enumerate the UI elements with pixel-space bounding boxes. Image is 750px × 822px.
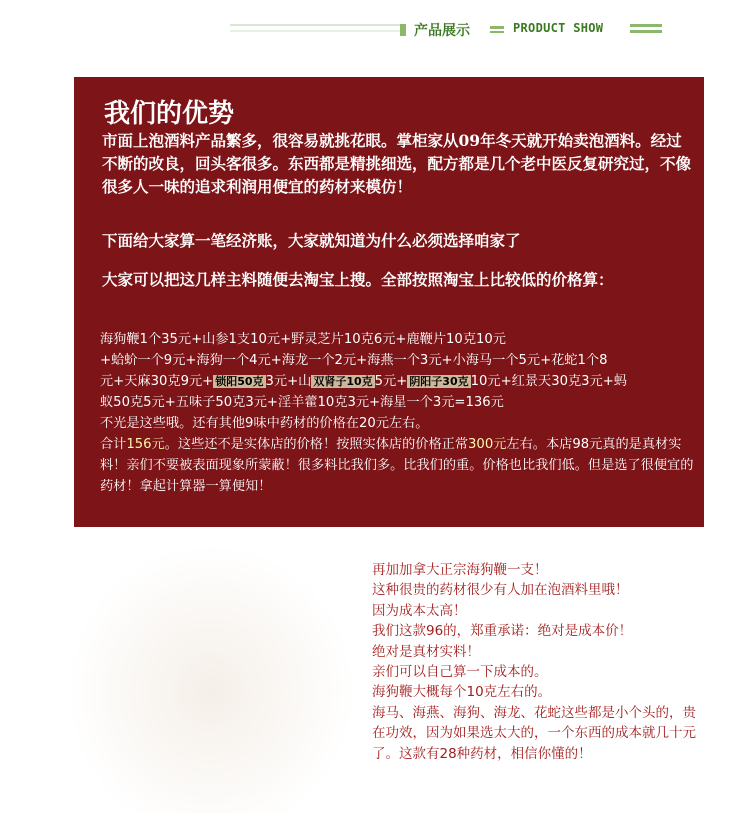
summary-store-price: 300元 — [468, 437, 507, 452]
highlight-badge: 双肾子10克 — [313, 375, 373, 388]
header-separator — [490, 26, 504, 29]
price-note: 不光是这些哦。还有其他9味中药材的价格在20元左右。 — [100, 416, 429, 431]
advantage-title: 我们的优势 — [104, 99, 235, 129]
header-separator — [490, 31, 504, 33]
price-line: 海狗鞭1个35元+山参1支10元+野灵芝片10克6元+鹿鞭片10克10元 — [100, 332, 506, 347]
description-line: 海狗鞭大概每个10克左右的。 — [372, 684, 552, 701]
header-title-en: PRODUCT SHOW — [513, 21, 604, 35]
price-text: 3元+山 — [265, 374, 312, 389]
price-line — [100, 371, 694, 392]
section-header — [0, 0, 750, 60]
product-description — [372, 560, 708, 764]
advantage-panel — [74, 77, 704, 527]
summary-total: 156元 — [126, 437, 165, 452]
description-line: 亲们可以自己算一下成本的。 — [372, 664, 548, 681]
price-text: 元+天麻30克9元+ — [100, 374, 214, 389]
header-marker — [400, 24, 406, 36]
summary-text: 左右。本店98元真的是真材实料！亲们不要被表面现象所蒙蔽！很多料比我们多。比我们的重。价格也比我们低。但是选了很便宜的药材！拿起计算器一算便知！ — [100, 437, 694, 494]
description-line: 海马、海燕、海狗、海龙、花蛇这些都是小个头的，贵在功效，因为如果选太大的，一个东西的成本就几十元了。这款有28种药材，相信你懂的！ — [372, 704, 696, 762]
advantage-paragraph-3: 大家可以把这几样主料随便去淘宝上搜。全部按照淘宝上比较低的价格算： — [102, 270, 614, 289]
price-list — [100, 329, 694, 497]
header-marker — [630, 24, 662, 27]
description-line: 这种很贵的药材很少有人加在泡酒料里哦！ — [372, 582, 629, 599]
product-photo — [66, 543, 356, 813]
highlight-badge: 阴阳子30克 — [409, 375, 469, 388]
price-text: 10元+红景天30克3元+蚂 — [470, 374, 627, 389]
description-line: 再加加拿大正宗海狗鞭一支！ — [372, 562, 548, 578]
price-text: 5元+ — [374, 374, 408, 389]
header-line — [230, 30, 400, 32]
header-title-cn: 产品展示 — [414, 23, 470, 39]
summary-text: 合计 — [100, 437, 127, 452]
description-line: 因为成本太高！ — [372, 602, 467, 619]
summary-text: 。这些还不是实体店的价格！按照实体店的价格正常 — [164, 437, 469, 452]
description-line: 绝对是真材实料！ — [372, 643, 480, 660]
highlight-badge: 锁阳50克 — [215, 375, 264, 388]
advantage-paragraph-1: 市面上泡酒料产品繁多，很容易就挑花眼。掌柜家从09年冬天就开始卖泡酒料。经过不断的改良，回头客很多。东西都是精挑细选，配方都是几个老中医反复研究过，不像很多人一味的追求利润用便宜的药材来模仿！ — [102, 131, 692, 196]
price-line: +蛤蚧一个9元+海狗一个4元+海龙一个2元+海燕一个3元+小海马一个5元+花蛇1个8 — [100, 353, 608, 368]
price-line: 蚁50克5元+五味子50克3元+淫羊藿10克3元+海星一个3元=136元 — [100, 395, 504, 410]
header-line — [230, 24, 400, 26]
description-line: 我们这款96的，郑重承诺：绝对是成本价！ — [372, 623, 633, 640]
advantage-paragraph-2: 下面给大家算一笔经济账，大家就知道为什么必须选择咱家了 — [102, 231, 521, 250]
price-summary — [100, 434, 694, 497]
header-marker — [630, 30, 662, 33]
